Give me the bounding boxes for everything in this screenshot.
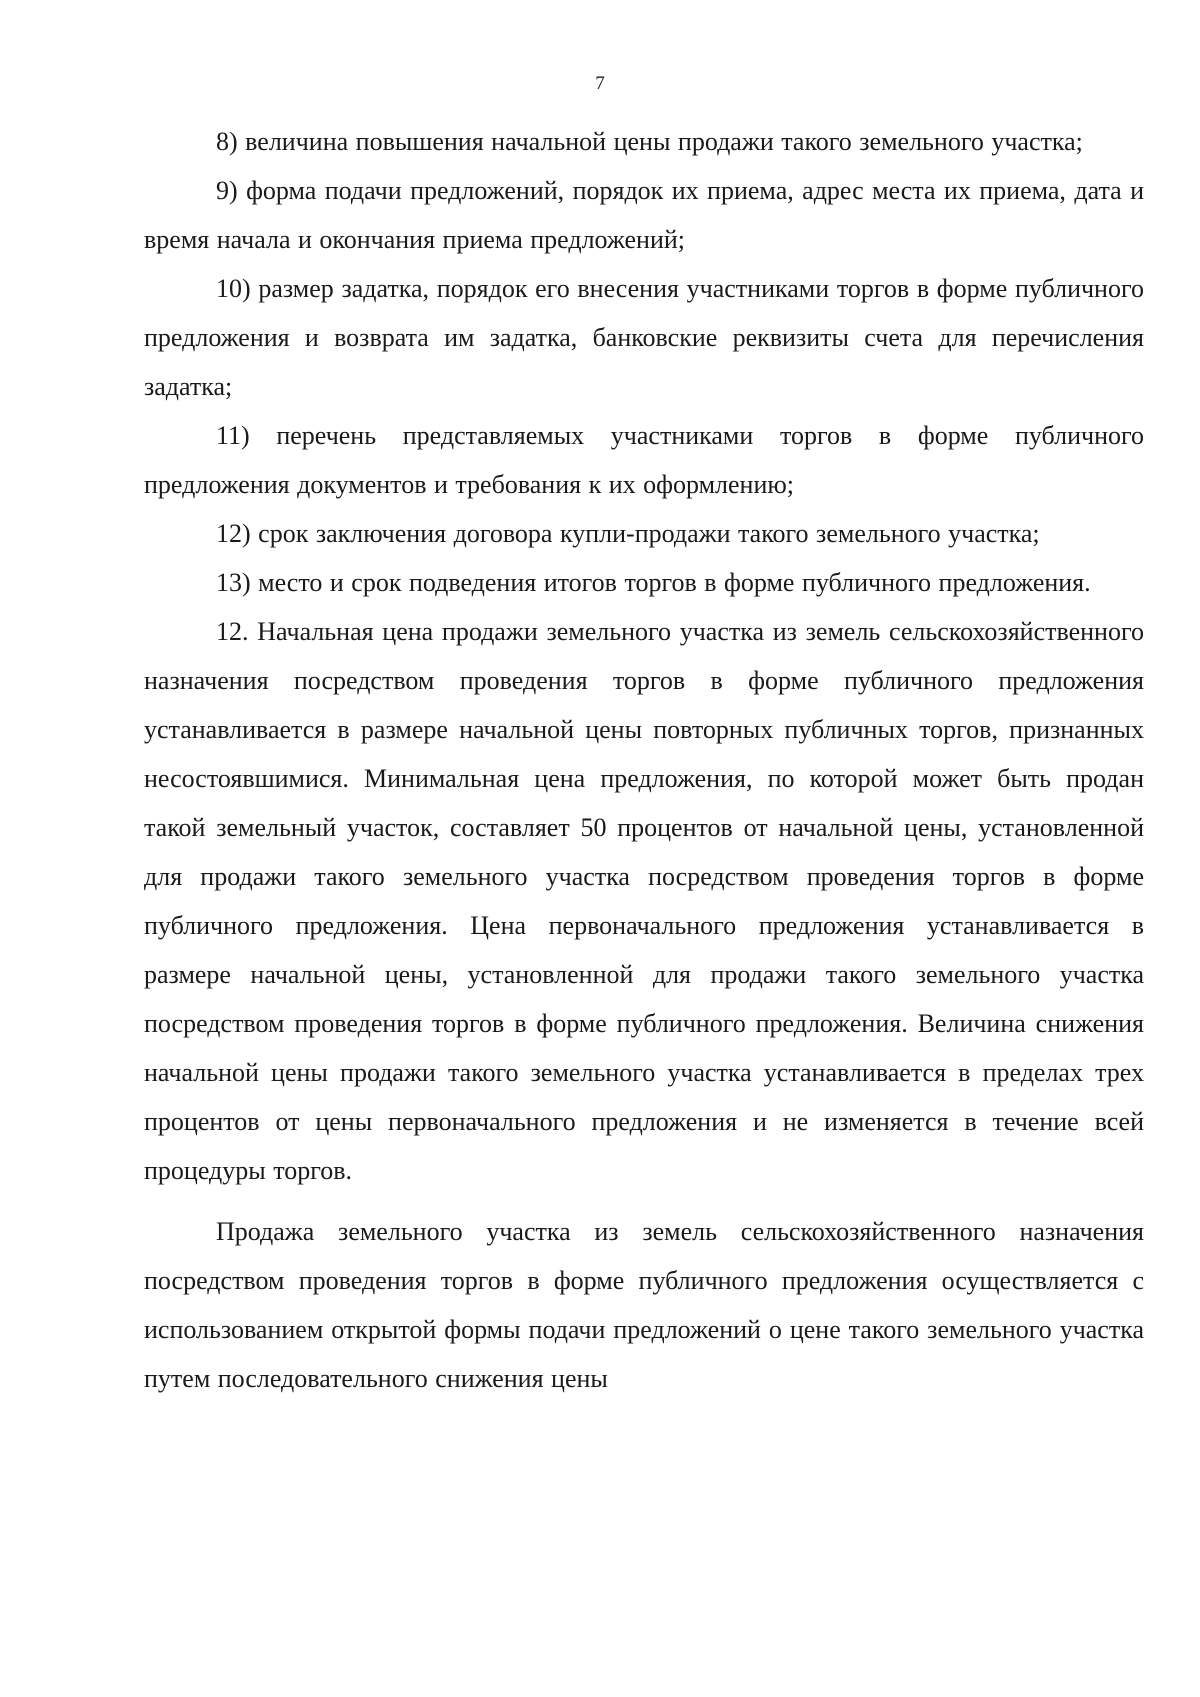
- page-number: 7: [595, 73, 605, 94]
- list-item-12: 12) срок заключения договора купли-продажи такого земельного участка;: [216, 519, 1040, 548]
- list-item-10: 10) размер задатка, порядок его внесения участниками торгов в форме публичного предложения и возврата им задатка, банковские реквизиты счета для перечисления задатка;: [144, 274, 1144, 401]
- sale-procedure-paragraph: Продажа земельного участка из земель сельскохозяйственного назначения посредством проведения торгов в форме публичного предложения осуществляется с использованием открытой формы подачи предложений о цене такого земельного участка путем последовательного снижения цены: [144, 1217, 1144, 1393]
- document-body: [144, 117, 1144, 1403]
- list-item-8: 8) величина повышения начальной цены продажи такого земельного участка;: [216, 127, 1083, 156]
- list-item-9: 9) форма подачи предложений, порядок их приема, адрес места их приема, дата и время начала и окончания приема предложений;: [144, 176, 1144, 254]
- list-item-11: 11) перечень представляемых участниками торгов в форме публичного предложения документов и требования к их оформлению;: [144, 421, 1144, 499]
- list-item-13: 13) место и срок подведения итогов торгов в форме публичного предложения.: [216, 568, 1091, 597]
- clause-12-paragraph: 12. Начальная цена продажи земельного участка из земель сельскохозяйственного назначения посредством проведения торгов в форме публичного предложения устанавливается в размере начальной цены повторных публичных торгов, признанных несостоявшимися. Минимальная цена предложения, по которой может быть продан такой земельный участок, составляет 50 процентов от начальной цены, установленной для продажи такого земельного участка посредством проведения торгов в форме публичного предложения. Цена первоначального предложения устанавливается в размере начальной цены, установленной для продажи такого земельного участка посредством проведения торгов в форме публичного предложения. Величина снижения начальной цены продажи такого земельного участка устанавливается в пределах трех процентов от цены первоначального предложения и не изменяется в течение всей процедуры торгов.: [144, 617, 1144, 1185]
